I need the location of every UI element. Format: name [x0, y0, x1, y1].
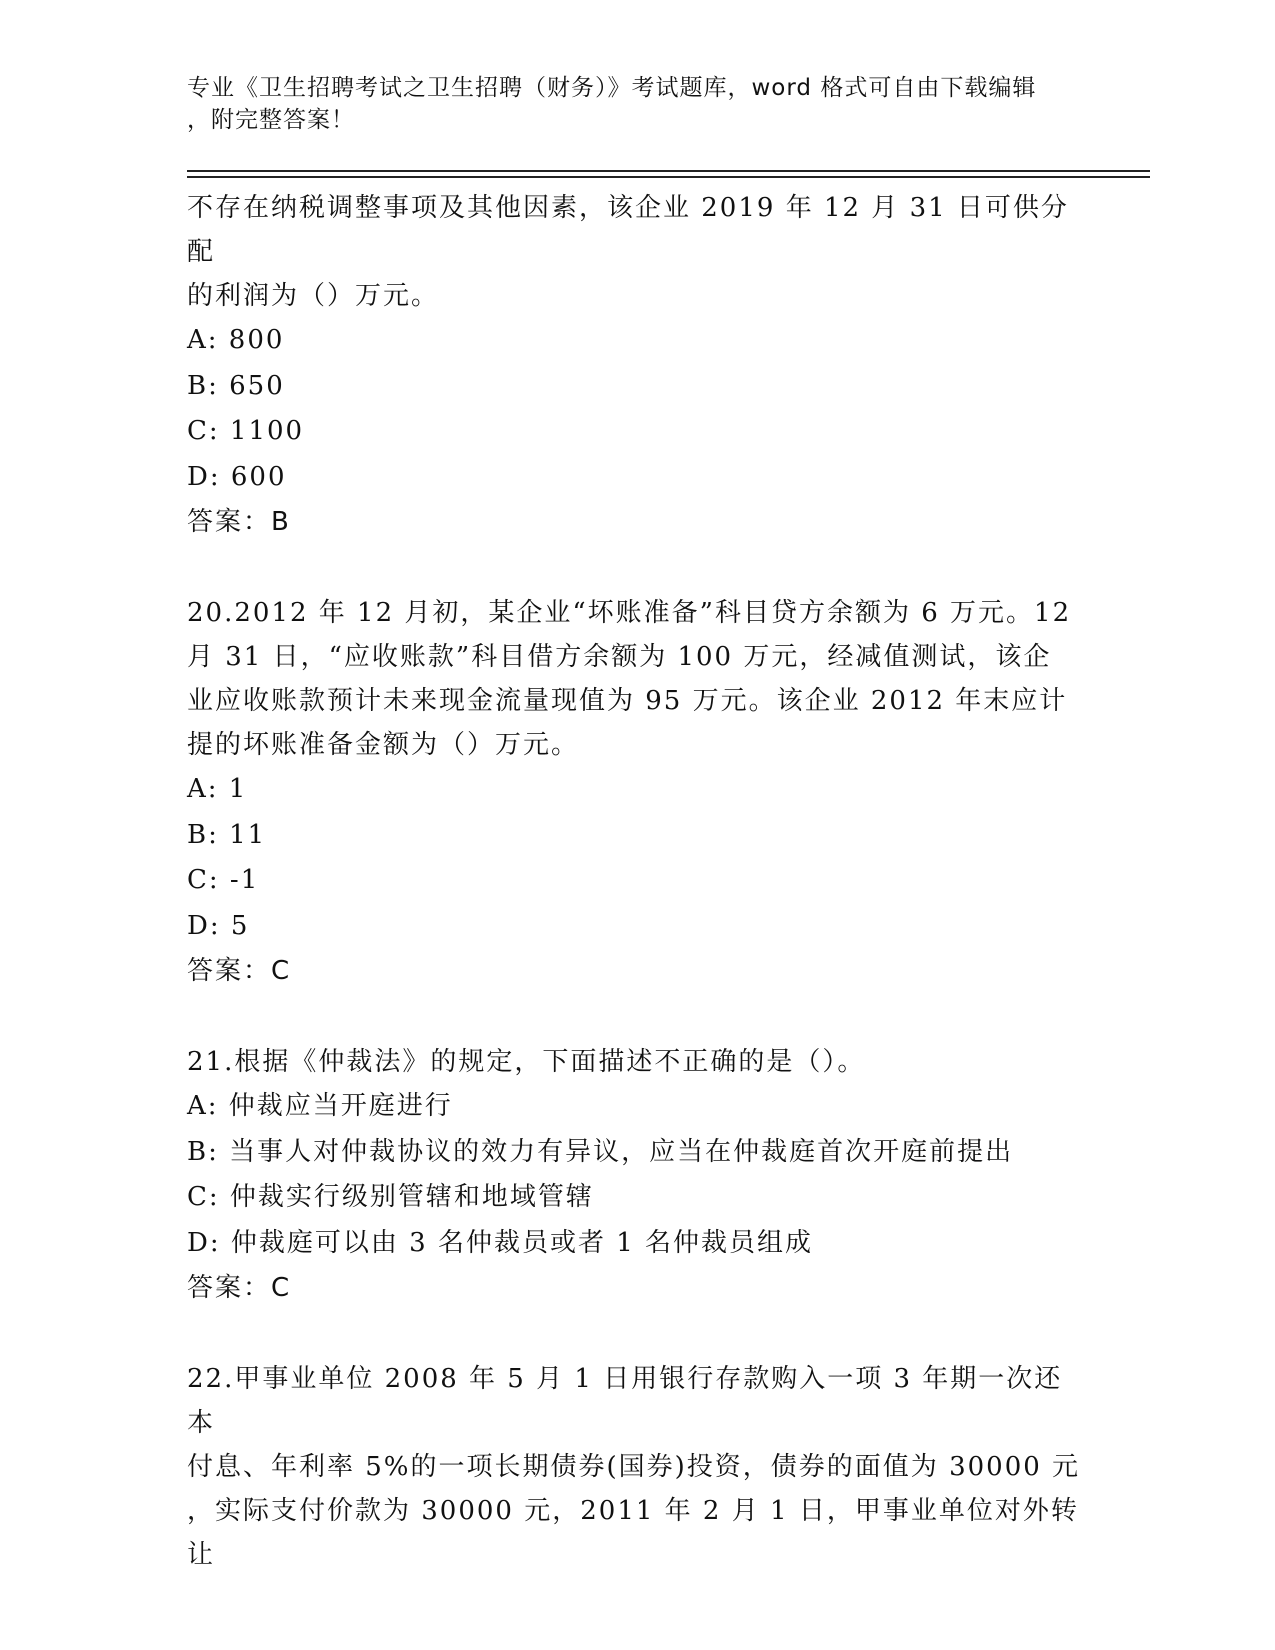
document-header	[187, 72, 1067, 136]
question-text: 业应收账款预计未来现金流量现值为 95 万元。该企业 2012 年末应计	[187, 686, 1068, 716]
question-text: 22.甲事业单位 2008 年 5 月 1 日用银行存款购入一项 3 年期一次还本	[187, 1364, 1063, 1438]
header-line-1: 专业《卫生招聘考试之卫生招聘（财务）》考试题库，word 格式可自由下载编辑	[187, 75, 1037, 101]
answer-label: 答案：C	[187, 956, 292, 986]
question-text: 不存在纳税调整事项及其他因素，该企业 2019 年 12 月 31 日可供分配	[187, 193, 1069, 267]
question-22	[187, 1357, 1087, 1577]
option-c: C: -1	[187, 865, 260, 895]
question-text: 21.根据《仲裁法》的规定，下面描述不正确的是（）。	[187, 1047, 866, 1077]
option-a: A: 800	[187, 325, 285, 355]
question-text: 的利润为（）万元。	[187, 281, 440, 311]
header-rule-top	[187, 170, 1150, 172]
option-a: A: 仲裁应当开庭进行	[187, 1091, 453, 1121]
question-text: ，实际支付价款为 30000 元，2011 年 2 月 1 日，甲事业单位对外转让	[187, 1496, 1079, 1570]
option-d: D: 600	[187, 461, 287, 492]
question-text: 月 31 日，“应收账款”科目借方余额为 100 万元，经减值测试，该企	[187, 642, 1052, 672]
option-b: B: 11	[187, 819, 267, 850]
option-b: B: 当事人对仲裁协议的效力有异议，应当在仲裁庭首次开庭前提出	[187, 1136, 1014, 1167]
question-text: 提的坏账准备金额为（）万元。	[187, 730, 580, 760]
header-line-2: ，附完整答案！	[187, 107, 355, 133]
option-a: A: 1	[187, 774, 248, 804]
option-c: C: 仲裁实行级别管辖和地域管辖	[187, 1182, 594, 1212]
option-d: D: 5	[187, 910, 250, 941]
answer-label: 答案：B	[187, 507, 291, 537]
question-text: 20.2012 年 12 月初，某企业“坏账准备”科目贷方余额为 6 万元。12	[187, 598, 1072, 628]
question-content	[187, 186, 1087, 1577]
answer-label: 答案：C	[187, 1273, 292, 1303]
question-19	[187, 186, 1087, 545]
question-21	[187, 1040, 1087, 1311]
header-rule-bottom	[187, 176, 1150, 178]
option-d: D: 仲裁庭可以由 3 名仲裁员或者 1 名仲裁员组成	[187, 1227, 814, 1258]
option-c: C: 1100	[187, 416, 305, 446]
question-20	[187, 591, 1087, 994]
question-text: 付息、年利率 5%的一项长期债券(国券)投资，债券的面值为 30000 元	[187, 1452, 1081, 1482]
option-b: B: 650	[187, 370, 285, 401]
